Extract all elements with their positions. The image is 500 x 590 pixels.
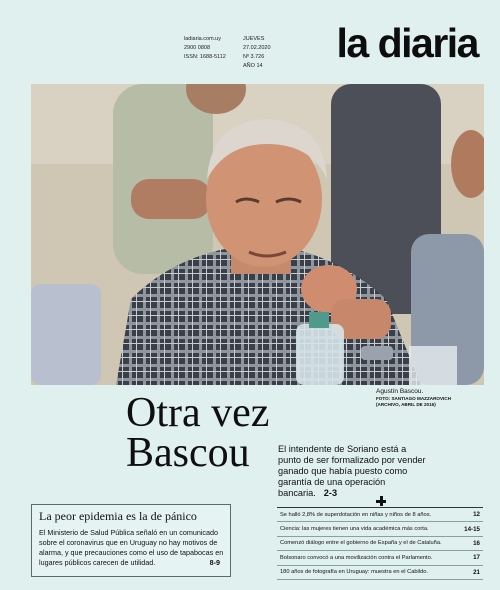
secondary-story-box[interactable] [31, 504, 231, 577]
secondary-body-text: El Ministerio de Salud Pública señaló en un comunicado sobre el coronavirus que en Uruguay no hay motivos de alarma, y que precauciones como el uso de tapabocas en lugares públicos carecen de utilidad. [39, 528, 224, 567]
year-text: AÑO 14 [243, 63, 263, 69]
plus-icon [376, 496, 386, 506]
index-item-page: 21 [473, 568, 480, 576]
index-item-text: Se halló 2,8% de superdotación en niñas y niños de 8 años. [280, 511, 432, 518]
headline-line1: Otra vez [126, 390, 270, 436]
issn-text: ISSN: 1688-5112 [184, 54, 226, 60]
caption-credit [376, 396, 486, 408]
lead-deck [278, 444, 428, 499]
index-item-text: Ciencia: las mujeres tienen una vida académica más corta. [280, 526, 429, 533]
website-text: ladiaria.com.uy [184, 36, 221, 42]
secondary-title: La peor epidemia es la de pánico [39, 509, 197, 523]
index-item-page: 12 [473, 511, 480, 519]
secondary-body [39, 528, 224, 568]
index-item-page: 16 [473, 539, 480, 547]
index-item[interactable] [277, 522, 483, 536]
deck-text: El intendente de Soriano está a punto de ser formalizado por vender ganado que había puesto como garantía de una operación bancaria. [278, 444, 426, 498]
date-text: 27.02.2020 [243, 45, 271, 51]
newspaper-logo: la diaria [336, 20, 478, 66]
index-item-text: Comenzó diálogo entre el gobierno de España y el de Cataluña. [280, 540, 442, 547]
index-list [277, 507, 483, 580]
masthead-info-left [184, 35, 226, 62]
lead-pages: 2-3 [323, 488, 338, 498]
index-item[interactable] [277, 551, 483, 565]
issue-text: Nº 3.726 [243, 54, 265, 60]
caption-credit-line2: (ARCHIVO, ABRIL DE 2016) [376, 402, 436, 407]
index-item[interactable] [277, 508, 483, 522]
index-item-text: 180 años de fotografía en Uruguay: muestra en el Cabildo. [280, 569, 428, 576]
caption-credit-line1: FOTO: SANTIAGO MAZZAROVICH [376, 396, 451, 401]
index-item[interactable] [277, 537, 483, 551]
lead-photo [31, 84, 484, 385]
index-item-text: Bolsonaro convocó a una movilización contra el Parlamento. [280, 554, 433, 561]
headline-line2: Bascou [126, 430, 250, 476]
masthead-info-date [243, 35, 271, 71]
caption-name: Agustín Bascou. [376, 388, 424, 395]
index-item-page: 14-15 [464, 525, 480, 533]
phone-text: 2900 0808 [184, 45, 210, 51]
secondary-pages: 8-9 [209, 558, 220, 567]
index-item[interactable] [277, 566, 483, 580]
photo-caption [376, 388, 486, 408]
weekday-text: JUEVES [243, 36, 265, 42]
index-item-page: 17 [473, 554, 480, 562]
